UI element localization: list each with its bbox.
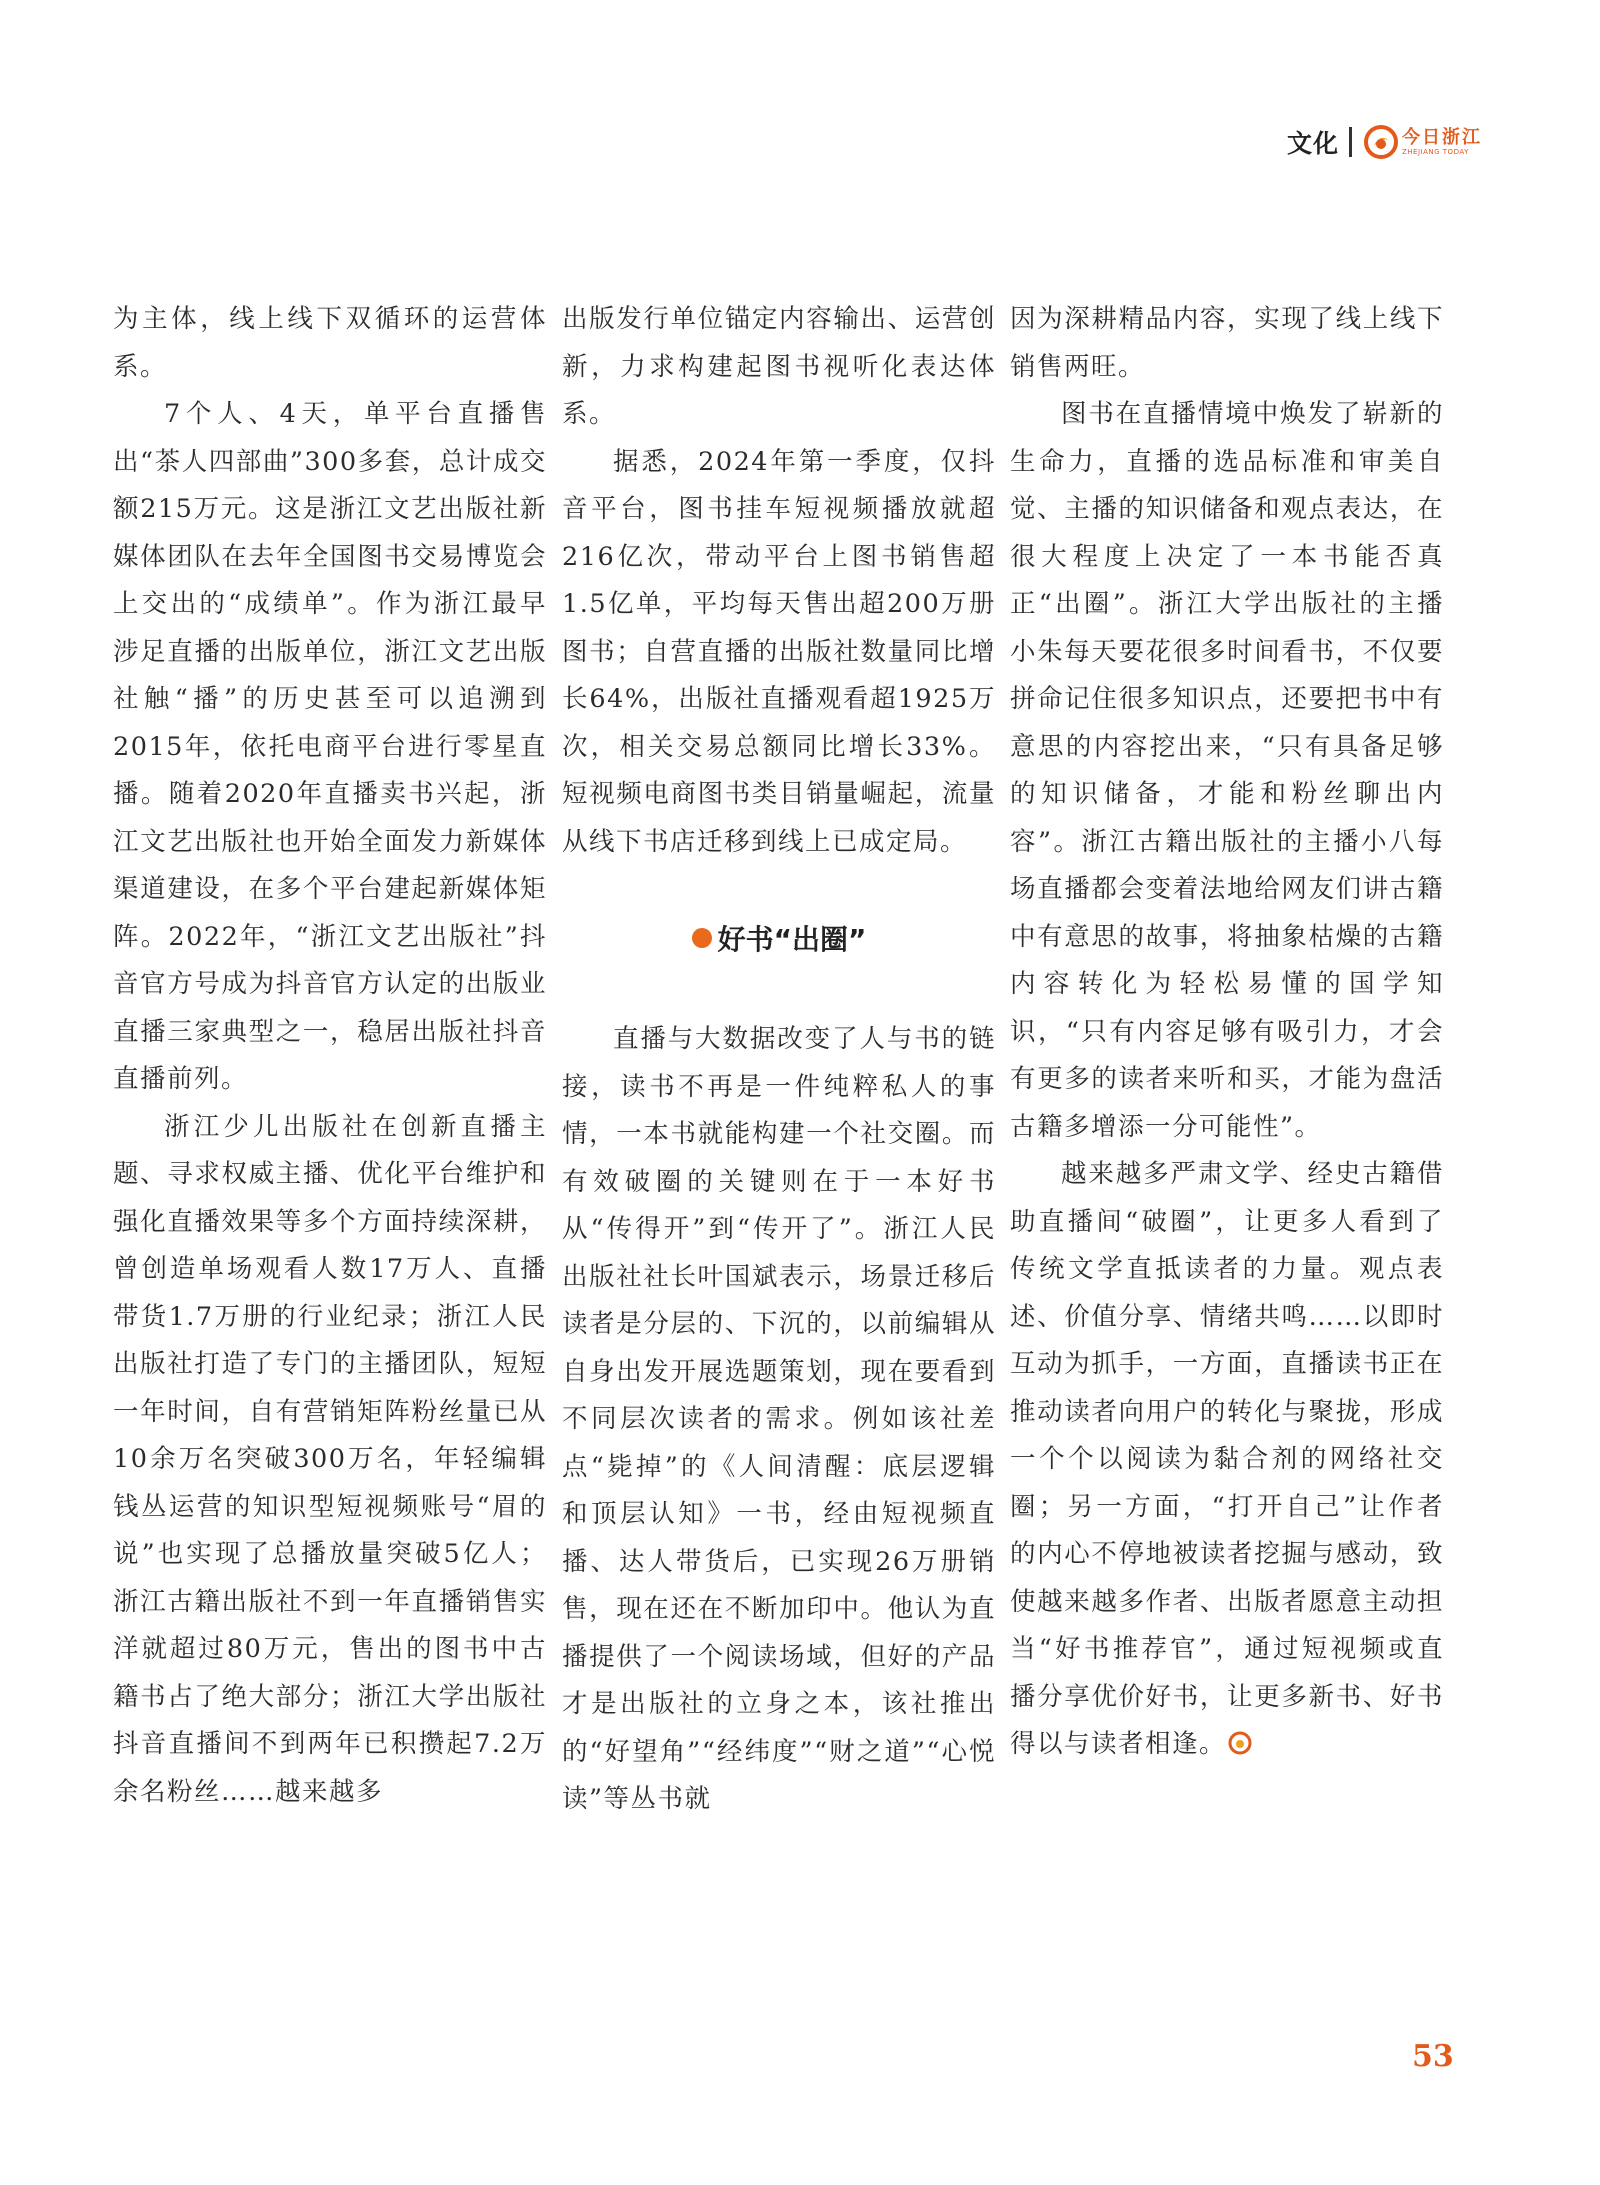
article-column-1 (113, 296, 547, 1816)
paragraph: 据悉，2024年第一季度，仅抖音平台，图书挂车短视频播放就超216亿次，带动平台上图书销售超1.5亿单，平均每天售出超200万册图书；自营直播的出版社数量同比增长64%，出版社直播观看超1925万次，相关交易总额同比增长33%。短视频电商图书类目销量崛起，流量从线下书店迁移到线上已成定局。 (562, 446, 996, 857)
section-subheading (562, 918, 996, 958)
paragraph-text: 越来越多严肃文学、经史古籍借助直播间“破圈”，让更多人看到了传统文学直抵读者的力量。观点表述、价值分享、情绪共鸣……以即时互动为抓手，一方面，直播读书正在推动读者向用户的转化与聚拢，形成一个个以阅读为黏合剂的网络社交圈；另一方面，“打开自己”让作者的内心不停地被读者挖掘与感动，致使越来越多作者、出版者愿意主动担当“好书推荐官”，通过短视频或直播分享优价好书，让更多新书、好书得以与读者相逢。 (1010, 1159, 1444, 1759)
paragraph (1010, 1151, 1444, 1769)
logo-english-text: ZHEJIANG TODAY (1402, 147, 1469, 156)
article-end-icon (1228, 1731, 1252, 1755)
paragraph: 浙江少儿出版社在创新直播主题、寻求权威主播、优化平台维护和强化直播效果等多个方面持续深耕，曾创造单场观看人数17万人、直播带货1.7万册的行业纪录；浙江人民出版社打造了专门的主播团队，短短一年时间，自有营销矩阵粉丝量已从10余万名突破300万名，年轻编辑钱丛运营的知识型短视频账号“眉的说”也实现了总播放量突破5亿人；浙江古籍出版社不到一年直播销售实洋就超过80万元，售出的图书中古籍书占了绝大部分；浙江大学出版社抖音直播间不到两年已积攒起7.2万余名粉丝……越来越多 (113, 1111, 547, 1807)
section-label: 文化 (1286, 129, 1339, 158)
paragraph: 因为深耕精品内容，实现了线上线下销售两旺。 (1010, 304, 1444, 382)
paragraph: 为主体，线上线下双循环的运营体系。 (113, 304, 547, 382)
logo-swirl-icon (1364, 125, 1398, 159)
paragraph: 直播与大数据改变了人与书的链接，读书不再是一件纯粹私人的事情，一本书就能构建一个社交圈。而有效破圈的关键则在于一本好书从“传得开”到“传开了”。浙江人民出版社社长叶国斌表示，场景迁移后读者是分层的、下沉的，以前编辑从自身出发开展选题策划，现在要看到不同层次读者的需求。例如该社差点“毙掉”的《人间清醒：底层逻辑和顶层认知》一书，经由短视频直播、达人带货后，已实现26万册销售，现在还在不断加印中。他认为直播提供了一个阅读场域，但好的产品才是出版社的立身之本，该社推出的“好望角”“经纬度”“财之道”“心悦读”等丛书就 (562, 1024, 996, 1814)
subheading-text: 好书“出圈” (717, 923, 867, 956)
article-column-2 (562, 296, 996, 1824)
paragraph: 7个人、4天，单平台直播售出“茶人四部曲”300多套，总计成交额215万元。这是浙江文艺出版社新媒体团队在去年全国图书交易博览会上交出的“成绩单”。作为浙江最早涉足直播的出版单位，浙江文艺出版社触“播”的历史甚至可以追溯到2015年，依托电商平台进行零星直播。随着2020年直播卖书兴起，浙江文艺出版社也开始全面发力新媒体渠道建设，在多个平台建起新媒体矩阵。2022年，“浙江文艺出版社”抖音官方号成为抖音官方认定的出版业直播三家典型之一，稳居出版社抖音直播前列。 (113, 399, 547, 1094)
paragraph: 图书在直播情境中焕发了崭新的生命力，直播的选品标准和审美自觉、主播的知识储备和观点表达，在很大程度上决定了一本书能否真正“出圈”。浙江大学出版社的主播小朱每天要花很多时间看书，不仅要拼命记住很多知识点，还要把书中有意思的内容挖出来，“只有具备足够的知识储备，才能和粉丝聊出内容”。浙江古籍出版社的主播小八每场直播都会变着法地给网友们讲古籍中有意思的故事，将抽象枯燥的古籍内容转化为轻松易懂的国学知识，“只有内容足够有吸引力，才会有更多的读者来听和买，才能为盘活古籍多增添一分可能性”。 (1010, 399, 1444, 1142)
article-column-3 (1010, 296, 1444, 1769)
page-header (1287, 122, 1482, 162)
bullet-dot-icon (692, 928, 712, 948)
page-number: 53 (1412, 2039, 1454, 2074)
logo-chinese-text: 今日浙江 (1402, 126, 1482, 148)
magazine-logo (1364, 125, 1482, 159)
header-divider (1349, 127, 1352, 157)
paragraph: 出版发行单位锚定内容输出、运营创新，力求构建起图书视听化表达体系。 (562, 304, 996, 429)
